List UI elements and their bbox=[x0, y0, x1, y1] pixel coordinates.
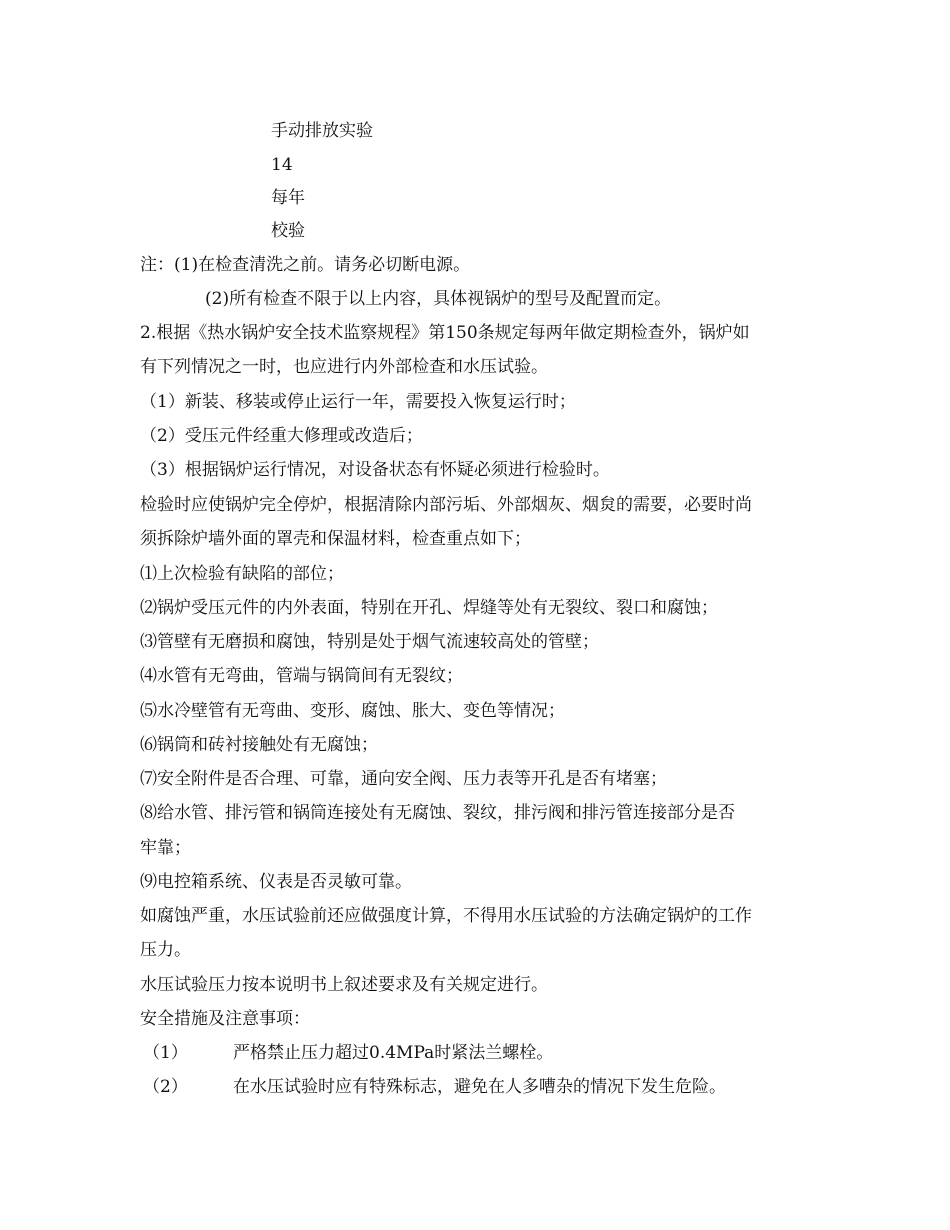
condition-item: （3）根据锅炉运行情况，对设备状态有怀疑必须进行检验时。 bbox=[140, 460, 610, 480]
check-item-8-line1: ⑻给水管、排污管和锅筒连接处有无腐蚀、裂纹，排污阀和排污管连接部分是否 bbox=[140, 803, 735, 823]
table-cell-type: 校验 bbox=[271, 221, 305, 241]
check-item: ⑷水管有无弯曲，管端与锅筒间有无裂纹； bbox=[140, 666, 463, 686]
condition-item: （2）受压元件经重大修理或改造后； bbox=[140, 426, 423, 446]
table-cell-number: 14 bbox=[271, 155, 293, 175]
check-item: ⑶管壁有无磨损和腐蚀，特别是处于烟气流速较高处的管壁； bbox=[140, 632, 599, 652]
section2-intro-line1: 2.根据《热水锅炉安全技术监察规程》第150条规定每两年做定期检查外，锅炉如 bbox=[140, 323, 750, 343]
corrosion-line2: 压力。 bbox=[140, 940, 191, 960]
check-item: ⑴上次检验有缺陷的部位； bbox=[140, 564, 344, 584]
pressure-test-note: 水压试验压力按本说明书上叙述要求及有关规定进行。 bbox=[140, 975, 548, 995]
note-2: (2)所有检查不限于以上内容，具体视锅炉的型号及配置而定。 bbox=[205, 289, 672, 309]
safety-item-number: （2） bbox=[143, 1077, 188, 1097]
corrosion-line1: 如腐蚀严重，水压试验前还应做强度计算，不得用水压试验的方法确定锅炉的工作 bbox=[140, 906, 752, 926]
check-item: ⑹锅筒和砖衬接触处有无腐蚀； bbox=[140, 735, 378, 755]
table-cell-period: 每年 bbox=[271, 188, 305, 208]
note-1: 注：(1)在检查清洗之前。请务必切断电源。 bbox=[140, 255, 471, 275]
section2-intro-line2: 有下列情况之一时，也应进行内外部检查和水压试验。 bbox=[140, 357, 548, 377]
safety-item-text: 严格禁止压力超过0.4MPa时紧法兰螺栓。 bbox=[233, 1043, 554, 1063]
safety-heading: 安全措施及注意事项： bbox=[140, 1009, 310, 1029]
check-item-8-line2: 牢靠； bbox=[140, 838, 191, 858]
check-item: ⑺安全附件是否合理、可靠，通向安全阀、压力表等开孔是否有堵塞； bbox=[140, 769, 667, 789]
check-item: ⑵锅炉受压元件的内外表面，特别在开孔、焊缝等处有无裂纹、裂口和腐蚀； bbox=[140, 598, 718, 618]
check-item: ⑸水冷壁管有无弯曲、变形、腐蚀、胀大、变色等情况； bbox=[140, 701, 565, 721]
safety-item-number: （1） bbox=[143, 1043, 188, 1063]
check-item-9: ⑼电控箱系统、仪表是否灵敏可靠。 bbox=[140, 872, 412, 892]
table-cell-item: 手动排放实验 bbox=[271, 121, 373, 141]
safety-item-text: 在水压试验时应有特殊标志，避免在人多嘈杂的情况下发生危险。 bbox=[233, 1077, 726, 1097]
condition-item: （1）新装、移装或停止运行一年，需要投入恢复运行时； bbox=[140, 392, 576, 412]
inspection-line1: 检验时应使锅炉完全停炉，根据清除内部污垢、外部烟灰、烟炱的需要，必要时尚 bbox=[140, 495, 752, 515]
inspection-line2: 须拆除炉墙外面的罩壳和保温材料，检查重点如下； bbox=[140, 529, 531, 549]
